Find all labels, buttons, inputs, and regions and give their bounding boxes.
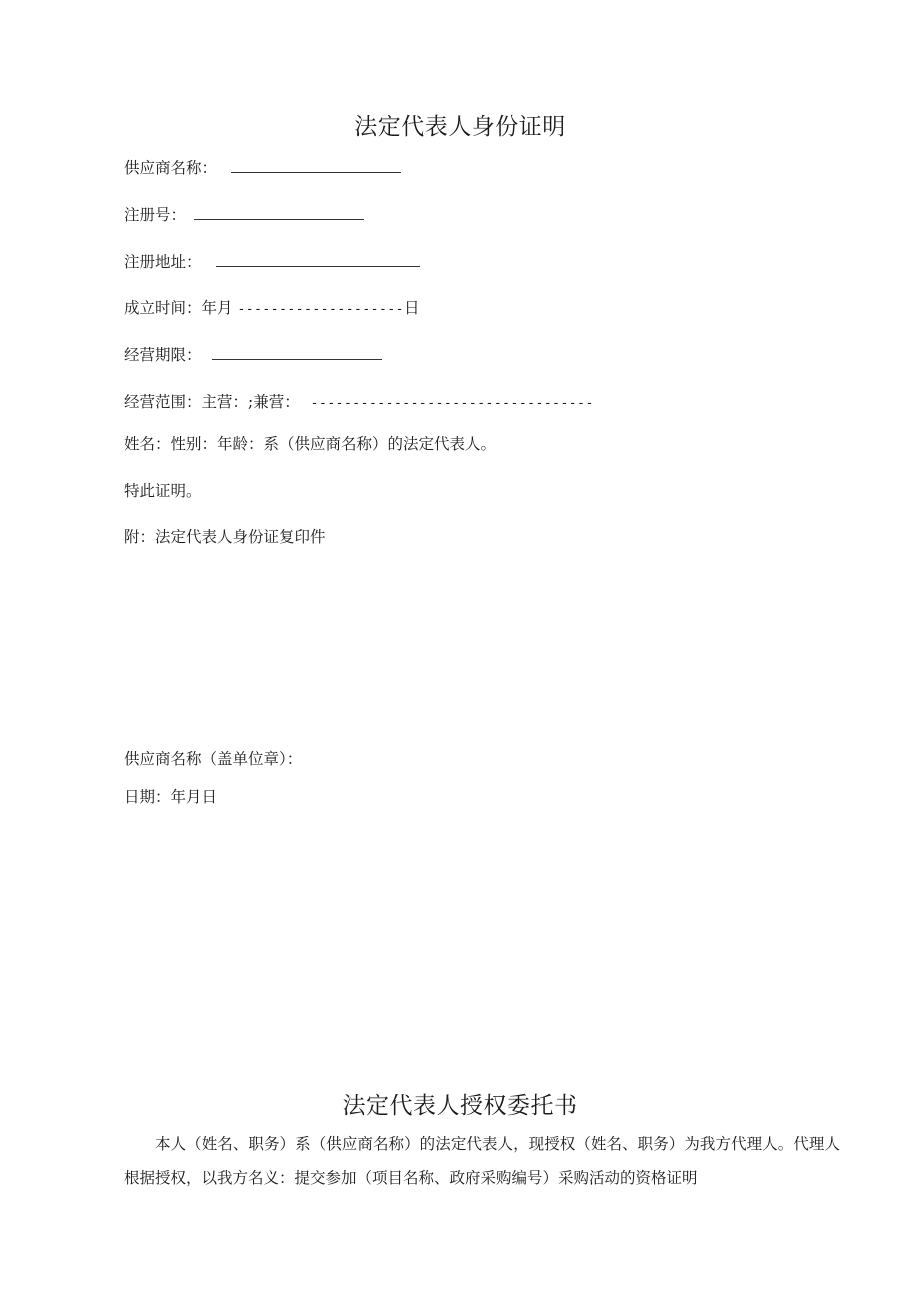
est-time-label: 成立时间：年月 xyxy=(124,299,233,317)
reg-addr-label: 注册地址： xyxy=(124,253,202,271)
reg-addr-line xyxy=(124,252,420,272)
supplier-name-blank xyxy=(231,158,401,173)
est-time-day: 日 xyxy=(404,299,420,317)
date-line: 日期：年月日 xyxy=(124,788,218,806)
doc-title-authorization: 法定代表人授权委托书 xyxy=(342,1093,578,1119)
supplier-name-line xyxy=(124,158,401,178)
certify-line: 特此证明。 xyxy=(124,482,202,500)
reg-no-blank xyxy=(194,205,364,220)
name-line: 姓名：性别：年龄：系（供应商名称）的法定代表人。 xyxy=(124,435,497,453)
doc-title-identity: 法定代表人身份证明 xyxy=(354,114,566,140)
term-blank xyxy=(212,345,382,360)
authorization-paragraph: 本人（姓名、职务）系（供应商名称）的法定代表人，现授权（姓名、职务）为我方代理人。代理人根据授权，以我方名义：提交参加（项目名称、政府采购编号）采购活动的资格证明 xyxy=(124,1135,840,1187)
supplier-name-label: 供应商名称： xyxy=(124,159,218,177)
reg-addr-blank xyxy=(216,252,420,267)
term-line xyxy=(124,345,382,365)
term-label: 经营期限： xyxy=(124,346,202,364)
scope-dashes: ---------------------------------- xyxy=(310,396,594,411)
reg-no-line xyxy=(124,205,364,225)
attachment-line: 附：法定代表人身份证复印件 xyxy=(124,528,326,546)
reg-no-label: 注册号： xyxy=(124,206,187,224)
est-time-dashes: -------------------- xyxy=(237,302,404,317)
seal-line: 供应商名称（盖单位章）： xyxy=(124,750,303,768)
est-time-line xyxy=(124,298,420,320)
scope-label: 经营范围：主营：;兼营： xyxy=(124,393,300,411)
scope-line xyxy=(124,392,594,414)
